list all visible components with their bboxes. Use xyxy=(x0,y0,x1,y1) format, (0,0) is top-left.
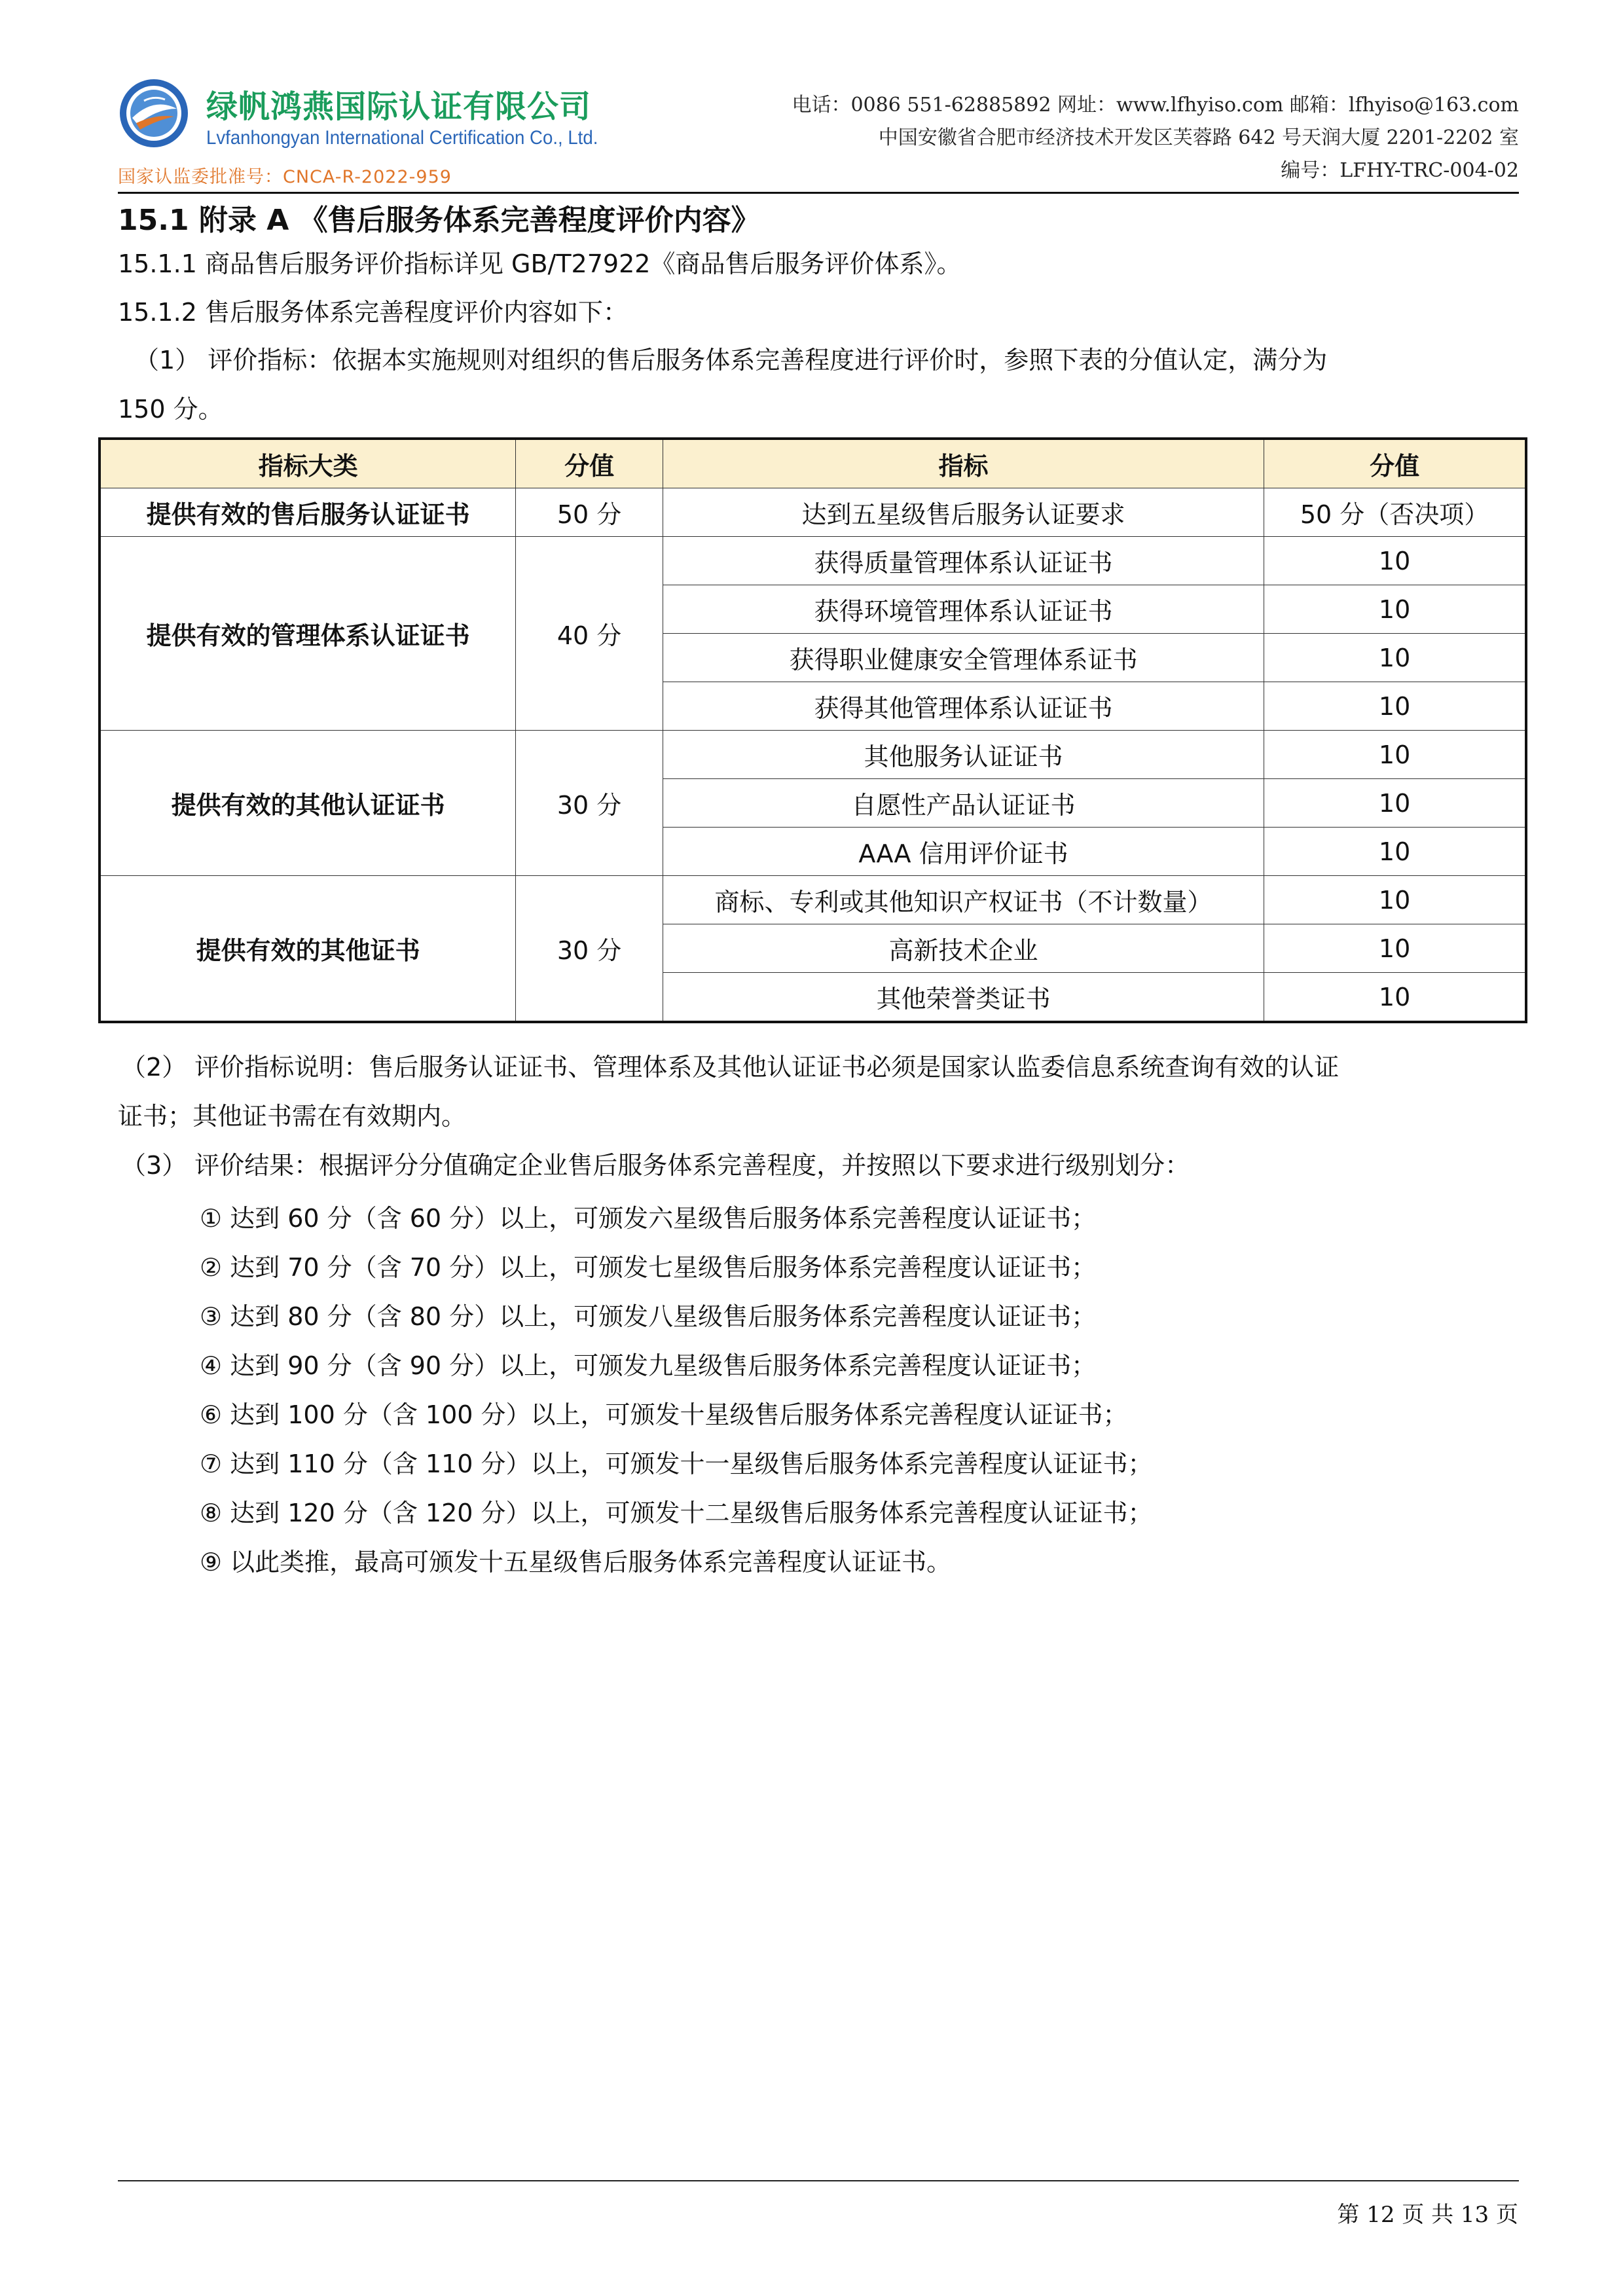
level-item: ⑥ 达到 100 分（含 100 分）以上，可颁发十星级售后服务体系完善程度认证证书； xyxy=(200,1400,1128,1429)
company-name-cn: 绿帆鸿燕国际认证有限公司 xyxy=(206,88,592,125)
category-cell: 提供有效的售后服务认证证书 xyxy=(100,488,516,537)
section-title: 15.1 附录 A 《售后服务体系完善程度评价内容》 xyxy=(118,204,760,237)
indicator-score-cell: 10 xyxy=(1264,731,1526,779)
level-item: ⑧ 达到 120 分（含 120 分）以上，可颁发十二星级售后服务体系完善程度认证证书； xyxy=(200,1499,1153,1527)
page-number: 第 12 页 共 13 页 xyxy=(1337,2202,1518,2228)
table-header-row xyxy=(100,439,1526,488)
table-row xyxy=(100,537,1526,585)
evaluation-table xyxy=(98,437,1527,1023)
indicator-score-cell: 50 分（否决项） xyxy=(1264,488,1526,537)
table-row xyxy=(100,876,1526,924)
header-indicator: 指标 xyxy=(663,439,1264,488)
category-cell: 提供有效的管理体系认证证书 xyxy=(100,537,516,731)
indicator-cell: 获得职业健康安全管理体系证书 xyxy=(663,634,1264,682)
header-divider xyxy=(118,192,1519,194)
indicator-cell: AAA 信用评价证书 xyxy=(663,828,1264,876)
indicator-score-cell: 10 xyxy=(1264,876,1526,924)
indicator-cell: 获得其他管理体系认证证书 xyxy=(663,682,1264,731)
category-score-cell: 40 分 xyxy=(516,537,663,731)
contact-line: 电话：0086 551-62885892 网址：www.lfhyiso.com 邮箱：lfhyiso@163.com xyxy=(792,94,1519,117)
page-header xyxy=(118,72,1519,190)
indicator-cell: 其他服务认证证书 xyxy=(663,731,1264,779)
table-row xyxy=(100,488,1526,537)
footer-divider xyxy=(118,2180,1519,2181)
indicator-score-cell: 10 xyxy=(1264,585,1526,634)
category-score-cell: 50 分 xyxy=(516,488,663,537)
category-cell: 提供有效的其他认证证书 xyxy=(100,731,516,876)
indicator-score-cell: 10 xyxy=(1264,924,1526,973)
address-line: 中国安徽省合肥市经济技术开发区芙蓉路 642 号天润大厦 2201-2202 室 xyxy=(878,126,1519,149)
indicator-cell: 获得质量管理体系认证证书 xyxy=(663,537,1264,585)
contact-block xyxy=(792,89,1519,187)
company-name-en: Lvfanhongyan International Certification Co., Ltd. xyxy=(206,127,598,149)
paragraph-result: （3） 评价结果：根据评分分值确定企业售后服务体系完善程度，并按照以下要求进行级别划分： xyxy=(121,1151,1190,1180)
paragraph-indicator-a: （1） 评价指标：依据本实施规则对组织的售后服务体系完善程度进行评价时，参照下表的分值认定，满分为 xyxy=(134,346,1328,374)
header-category: 指标大类 xyxy=(100,439,516,488)
indicator-score-cell: 10 xyxy=(1264,828,1526,876)
category-cell: 提供有效的其他证书 xyxy=(100,876,516,1023)
indicator-score-cell: 10 xyxy=(1264,779,1526,828)
indicator-score-cell: 10 xyxy=(1264,634,1526,682)
paragraph-15-1-1: 15.1.1 商品售后服务评价指标详见 GB/T27922《商品售后服务评价体系》。 xyxy=(118,249,962,278)
header-category-score: 分值 xyxy=(516,439,663,488)
level-item: ④ 达到 90 分（含 90 分）以上，可颁发九星级售后服务体系完善程度认证证书； xyxy=(200,1351,1097,1380)
level-item: ③ 达到 80 分（含 80 分）以上，可颁发八星级售后服务体系完善程度认证证书； xyxy=(200,1302,1097,1331)
paragraph-note-a: （2） 评价指标说明：售后服务认证证书、管理体系及其他认证证书必须是国家认监委信息系统查询有效的认证 xyxy=(121,1053,1340,1082)
level-item: ② 达到 70 分（含 70 分）以上，可颁发七星级售后服务体系完善程度认证证书； xyxy=(200,1253,1097,1282)
indicator-score-cell: 10 xyxy=(1264,973,1526,1023)
document-code: 编号：LFHY-TRC-004-02 xyxy=(1281,159,1519,182)
level-item: ⑦ 达到 110 分（含 110 分）以上，可颁发十一星级售后服务体系完善程度认证证书； xyxy=(200,1449,1153,1478)
paragraph-indicator-b: 150 分。 xyxy=(118,395,223,424)
indicator-cell: 高新技术企业 xyxy=(663,924,1264,973)
indicator-score-cell: 10 xyxy=(1264,682,1526,731)
approval-number: 国家认监委批准号：CNCA-R-2022-959 xyxy=(118,167,452,187)
indicator-cell: 自愿性产品认证证书 xyxy=(663,779,1264,828)
category-score-cell: 30 分 xyxy=(516,731,663,876)
paragraph-15-1-2: 15.1.2 售后服务体系完善程度评价内容如下： xyxy=(118,298,628,327)
header-indicator-score: 分值 xyxy=(1264,439,1526,488)
indicator-score-cell: 10 xyxy=(1264,537,1526,585)
paragraph-note-b: 证书；其他证书需在有效期内。 xyxy=(118,1102,467,1131)
indicator-cell: 其他荣誉类证书 xyxy=(663,973,1264,1023)
indicator-cell: 达到五星级售后服务认证要求 xyxy=(663,488,1264,537)
level-item: ⑨ 以此类推，最高可颁发十五星级售后服务体系完善程度认证证书。 xyxy=(200,1548,952,1576)
indicator-cell: 获得环境管理体系认证证书 xyxy=(663,585,1264,634)
table-row xyxy=(100,731,1526,779)
category-score-cell: 30 分 xyxy=(516,876,663,1023)
indicator-cell: 商标、专利或其他知识产权证书（不计数量） xyxy=(663,876,1264,924)
level-item: ① 达到 60 分（含 60 分）以上，可颁发六星级售后服务体系完善程度认证证书； xyxy=(200,1204,1097,1233)
company-logo-icon xyxy=(118,77,190,149)
